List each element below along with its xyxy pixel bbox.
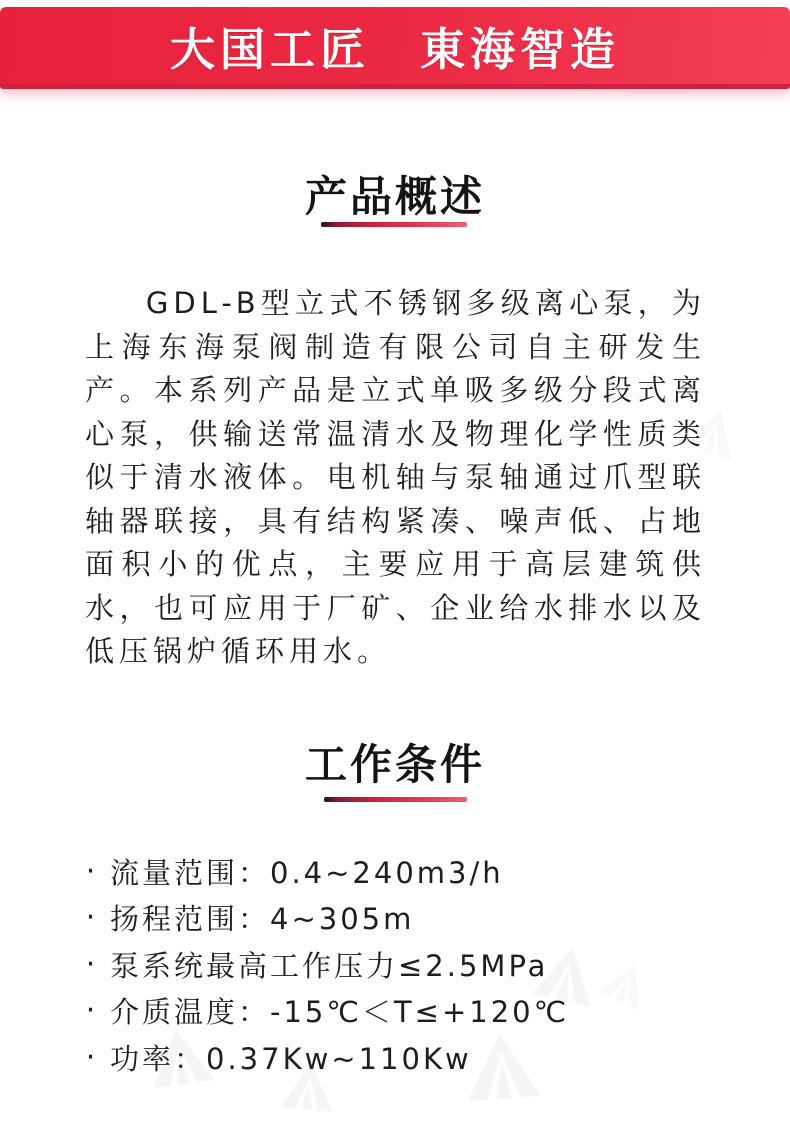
spec-item-max-pressure	[84, 941, 734, 988]
banner	[0, 7, 790, 89]
banner-title: 大国工匠 東海智造	[169, 23, 620, 76]
working-conditions-title-underline	[324, 797, 467, 802]
bullet-icon: ·	[85, 946, 99, 982]
bullet-icon: ·	[85, 993, 99, 1029]
bullet-icon: ·	[85, 853, 99, 889]
spec-item-head-range	[84, 895, 734, 942]
overview-paragraph: GDL-B型立式不锈钢多级离心泵，为上海东海泵阀制造有限公司自主研发生产。本系列产品是立式单吸多级分段式离心泵，供输送常温清水及物理化学性质类似于清水液体。电机轴与泵轴通过爪型联轴器联接，具有结构紧凑、噪声低、占地面积小的优点，主要应用于高层建筑供水，也可应用于厂矿、企业给水排水以及低压锅炉循环用水。	[85, 286, 706, 668]
overview-title: 产品概述	[304, 172, 485, 221]
spec-text: 流量范围：0.4~240m3/h	[110, 855, 504, 890]
spec-text: 扬程范围：4~305m	[110, 902, 415, 937]
spec-list	[84, 848, 734, 1081]
spec-item-medium-temperature	[84, 988, 734, 1035]
bullet-icon: ·	[85, 900, 99, 936]
spec-text: 介质温度：-15℃＜T≤+120℃	[110, 995, 570, 1030]
spec-item-flow-range	[84, 848, 734, 895]
working-conditions-title: 工作条件	[304, 740, 485, 789]
overview-title-underline	[321, 222, 467, 227]
spec-text: 功率：0.37Kw~110Kw	[110, 1041, 472, 1076]
spec-item-power	[84, 1034, 734, 1081]
bullet-icon: ·	[85, 1039, 99, 1075]
spec-text: 泵系统最高工作压力≤2.5MPa	[110, 948, 549, 983]
